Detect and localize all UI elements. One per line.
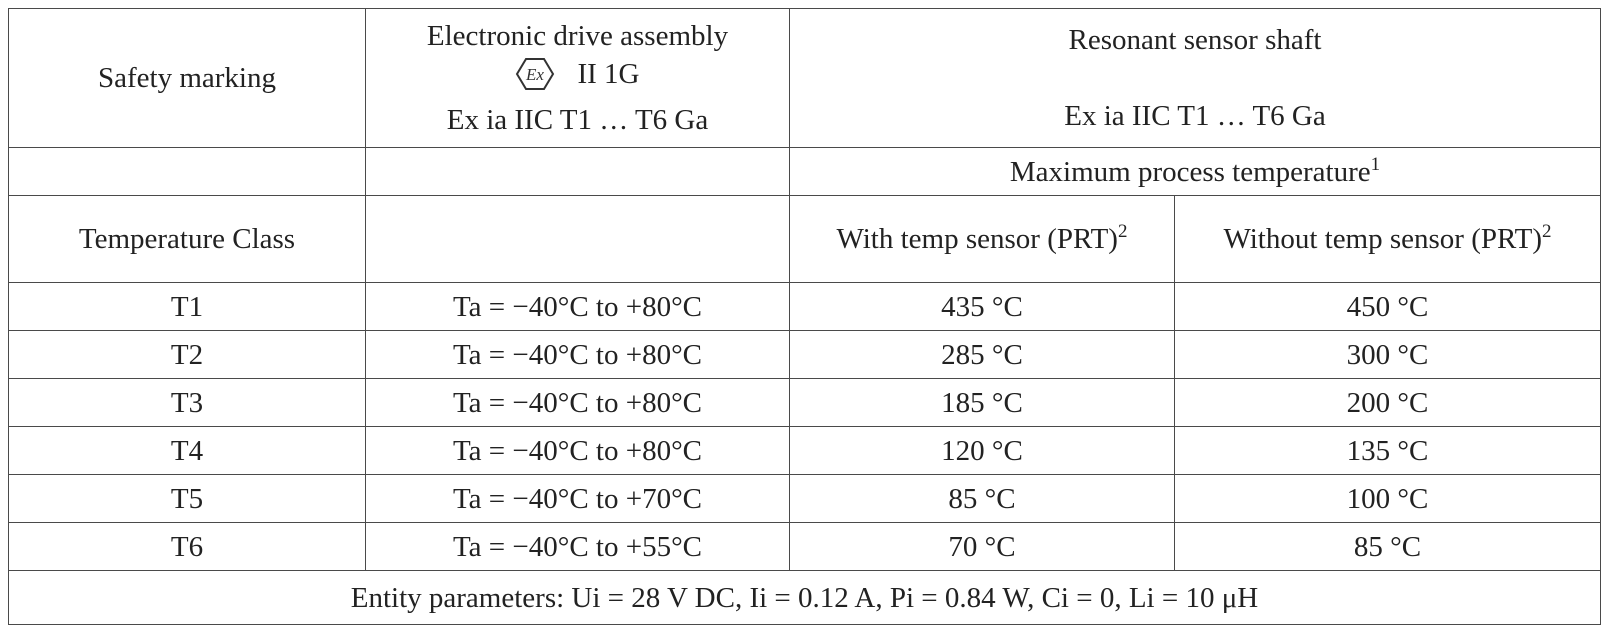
without-sensor-value: 85 °C [1175,523,1601,571]
ambient-range-cell: Ta = −40°C to +80°C [366,331,790,379]
empty-cell [366,148,790,196]
table-row [9,523,1601,571]
footnote-marker: 1 [1370,153,1381,175]
header-row-columns [9,196,1601,283]
without-sensor-header: Without temp sensor (PRT)$^2$ [1175,196,1601,283]
temp-class-cell: T3 [9,379,366,427]
table-row [9,379,1601,427]
without-sensor-value: 100 °C [1175,475,1601,523]
temp-class-cell: T2 [9,331,366,379]
with-sensor-value: 435 °C [790,283,1175,331]
with-sensor-header: With temp sensor (PRT)$^2$ [790,196,1175,283]
sensor-shaft-cell [790,9,1601,148]
ex-marking-text: II 1G [577,58,640,90]
without-sensor-value: 135 °C [1175,427,1601,475]
ambient-range-cell: Ta = −40°C to +70°C [366,475,790,523]
footer-row [9,571,1601,625]
ambient-range-cell: Ta = −40°C to +80°C [366,427,790,475]
sensor-shaft-protection: Ex ia IIC T1 … T6 Ga [1064,100,1326,132]
drive-assembly-cell [366,9,790,148]
sensor-shaft-title: Resonant sensor shaft [1068,24,1322,56]
header-row-max-temp [9,148,1601,196]
ex-hexagon-icon [515,57,555,91]
ex-marking-line [374,55,781,101]
table-row [9,331,1601,379]
with-sensor-value: 285 °C [790,331,1175,379]
drive-assembly-protection: Ex ia IIC T1 … T6 Ga [446,104,709,136]
with-sensor-value: 185 °C [790,379,1175,427]
with-sensor-value: 120 °C [790,427,1175,475]
temperature-class-table [8,8,1601,625]
table-row [9,283,1601,331]
with-sensor-value: 70 °C [790,523,1175,571]
temp-class-cell: T1 [9,283,366,331]
safety-marking-label: Safety marking [9,9,366,148]
ambient-range-cell: Ta = −40°C to +80°C [366,283,790,331]
footnote-marker: 2 [1117,221,1128,242]
header-row-safety-marking [9,9,1601,148]
without-sensor-value: 300 °C [1175,331,1601,379]
temp-class-cell: T5 [9,475,366,523]
ambient-range-cell: Ta = −40°C to +80°C [366,379,790,427]
temp-class-cell: T4 [9,427,366,475]
svg-text:Ex: Ex [526,65,545,84]
without-sensor-value: 200 °C [1175,379,1601,427]
ambient-range-cell: Ta = −40°C to +55°C [366,523,790,571]
with-sensor-value: 85 °C [790,475,1175,523]
empty-cell [9,148,366,196]
table-row [9,475,1601,523]
drive-assembly-title: Electronic drive assembly [426,20,729,52]
temperature-class-header: Temperature Class [9,196,366,283]
without-sensor-value: 450 °C [1175,283,1601,331]
table-row [9,427,1601,475]
entity-parameters: Entity parameters: Ui = 28 V DC, Ii = 0.12 A, Pi = 0.84 W, Ci = 0, Li = 10 μH [9,571,1601,625]
temp-class-cell: T6 [9,523,366,571]
max-process-temp-header: Maximum process temperature$^1$ [790,148,1601,196]
empty-cell [366,196,790,283]
footnote-marker: 2 [1541,221,1552,242]
